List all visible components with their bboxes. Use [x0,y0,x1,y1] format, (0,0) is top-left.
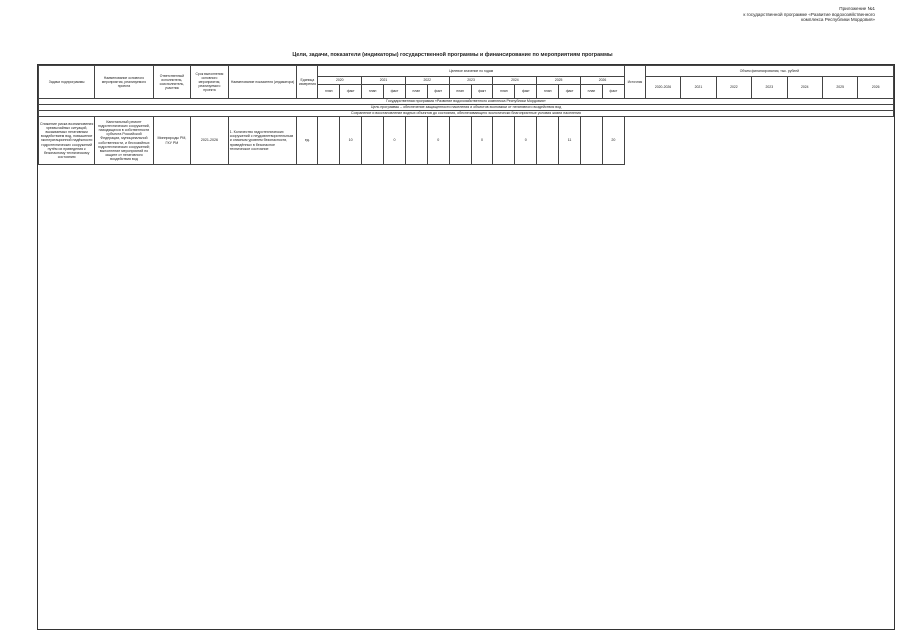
program-table [38,65,894,165]
header-fund-year: 2026 [858,77,894,99]
header-plan: план [581,85,603,99]
header-unit: Единица измерения [297,66,318,99]
header-target-values: Целевое значение по годам [318,66,625,77]
header-indicator: Наименование показателя (индикатора) [228,66,297,99]
indicator-value: 0 [471,117,493,165]
indicator-plan [318,117,340,165]
indicator-plan [405,117,427,165]
appendix-line1: к государственной программе «Развитие водохозяйственного [743,11,875,17]
header-fund-year: 2020-2026 [645,77,680,99]
indicator-value: 0 [427,117,449,165]
header-year: 2025 [537,77,581,85]
document-title: Цели, задачи, показатели (индикаторы) государственной программы и финансирование по мероприятиям программы [292,52,613,58]
header-fund-year: 2022 [716,77,751,99]
header-fact: факт [427,85,449,99]
block1-task: Снижение риска возникновения чрезвычайных ситуаций, вызываемых негативным воздействием вод, повышение эксплуатационной надёжности гидротехнических сооружений путём их приведения к безопасному техническому состоянию [39,117,95,165]
indicator-name: 1. Количество гидротехнических сооружений с неудовлетворительным и опасным уровнем безопасности, приведённых в безопасное техническое состояние [228,117,297,165]
header-plan: план [362,85,384,99]
header-year: 2023 [449,77,493,85]
goal-text: Государственная программа «Развитие водохозяйственного комплекса Республики Мордовия» [39,99,894,105]
header-row [39,66,894,77]
indicator-plan [362,117,384,165]
indicator-value: 10 [340,117,362,165]
header-tasks: Задачи подпрограммы [39,66,95,99]
header-source: Источник [624,66,645,99]
header-fact: факт [602,85,624,99]
header-fact: факт [471,85,493,99]
appendix-line2: комплекса Республики Мордовия» [801,17,875,23]
block1-indicator-row [39,117,894,165]
header-year: 2020 [318,77,362,85]
header-fact: факт [559,85,581,99]
goal-text: Цель программы – обеспечение защищенности населения и объектов экономики от негативного воздействия вод [39,105,894,111]
header-funding: Объем финансирования, тыс. рублей [645,66,893,77]
block1-term: 2021-2026 [191,117,229,165]
header-fact: факт [384,85,406,99]
indicator-plan [537,117,559,165]
goal-text: Сохранение и восстановление водных объектов до состояния, обеспечивающего экологически благоприятные условия жизни населения [39,111,894,117]
header-fund-year: 2025 [822,77,857,99]
header-plan: план [537,85,559,99]
header-fact: факт [515,85,537,99]
program-table-sheet [37,64,895,630]
header-fund-year: 2024 [787,77,822,99]
header-executor: Ответственный исполнитель, соисполнитель, участник [153,66,191,99]
indicator-value: 20 [602,117,624,165]
header-plan: план [449,85,471,99]
header-fund-year: 2023 [752,77,787,99]
header-year: 2024 [493,77,537,85]
header-plan: план [405,85,427,99]
header-year: 2026 [581,77,625,85]
indicator-value: 0 [384,117,406,165]
header-fact: факт [340,85,362,99]
header-year: 2022 [405,77,449,85]
header-fund-year: 2021 [681,77,716,99]
header-plan: план [318,85,340,99]
indicator-plan [581,117,603,165]
block1-executor: Минприроды РМ, ГКУ РМ [153,117,191,165]
header-year: 2021 [362,77,406,85]
indicator-value: 0 [515,117,537,165]
header-term: Срок выполнения основного мероприятия, реализуемого проекта [191,66,229,99]
appendix-label: Приложение №1 [839,6,875,11]
indicator-plan [449,117,471,165]
indicator-value: 11 [559,117,581,165]
block1-event: Капитальный ремонт гидротехнических сооружений, находящихся в собственности субъекта Российской Федерации, муниципальной собственности, и бесхозяйных гидротехнических сооружений; выполнение мероприятий по защите от негативного воздействия вод [95,117,153,165]
header-events: Наименование основного мероприятия, реализуемого проекта [95,66,153,99]
indicator-plan [493,117,515,165]
appendix-note [640,6,875,23]
header-plan: план [493,85,515,99]
indicator-unit: ед. [297,117,318,165]
